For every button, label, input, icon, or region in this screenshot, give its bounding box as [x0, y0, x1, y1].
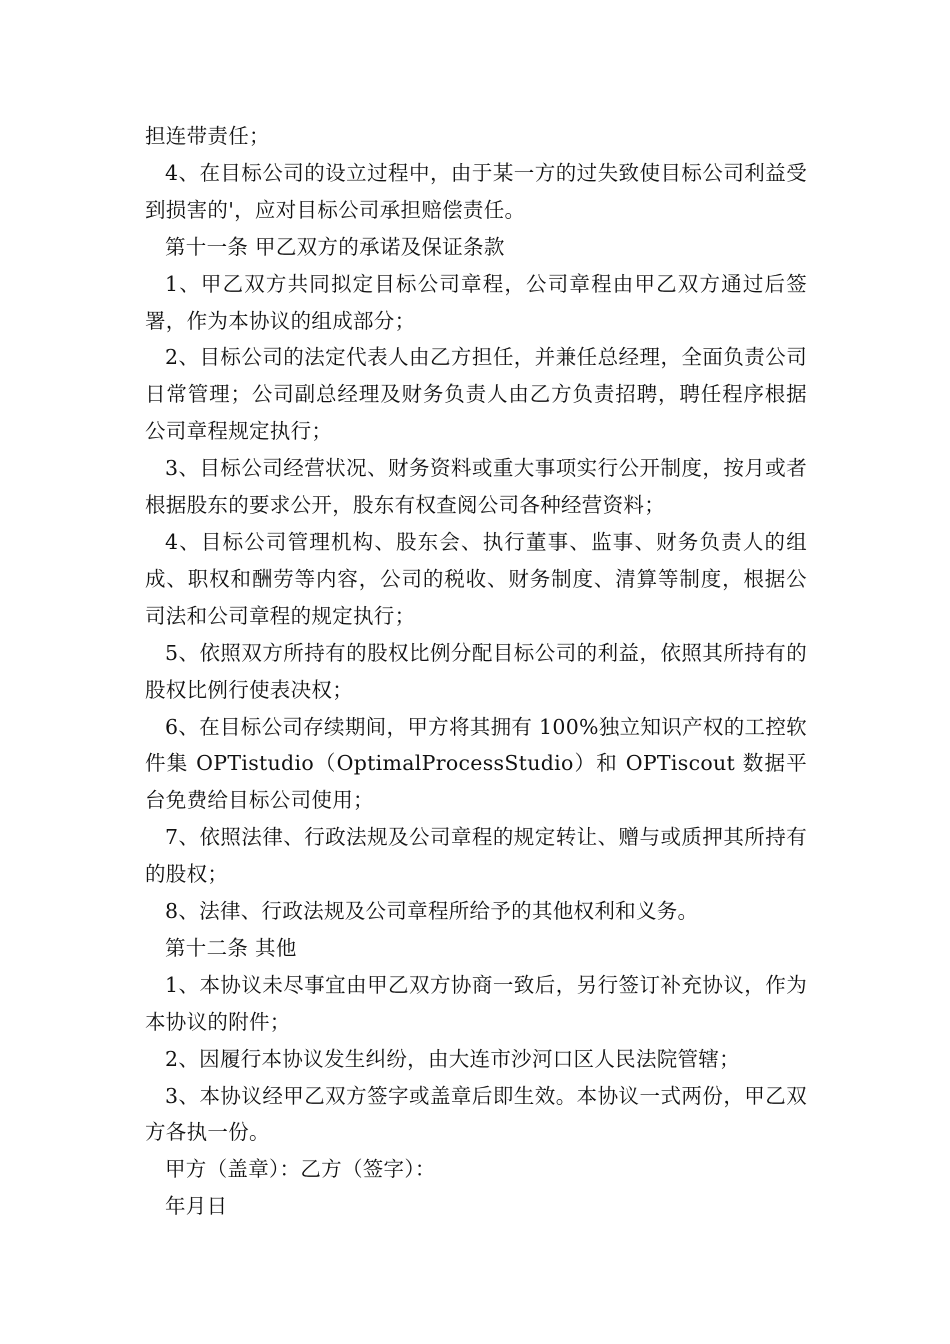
- date-line: 年月日: [165, 1194, 228, 1219]
- clause-item: 4、在目标公司的设立过程中，由于某一方的过失致使目标公司利益受到损害的'，应对目标公司承担赔偿责任。: [145, 160, 807, 222]
- clause-item: 4、目标公司管理机构、股东会、执行董事、监事、财务负责人的组成、职权和酬劳等内容，公司的税收、财务制度、清算等制度，根据公司法和公司章程的规定执行；: [145, 529, 807, 628]
- clause-item: 8、法律、行政法规及公司章程所给予的其他权利和义务。: [165, 899, 699, 924]
- clause-item: 1、本协议未尽事宜由甲乙双方协商一致后，另行签订补充协议，作为本协议的附件；: [145, 972, 807, 1034]
- article-heading: 第十一条 甲乙双方的承诺及保证条款: [165, 234, 505, 259]
- article-heading: 第十二条 其他: [165, 935, 297, 960]
- clause-item: 1、甲乙双方共同拟定目标公司章程，公司章程由甲乙双方通过后签署，作为本协议的组成部分；: [145, 271, 807, 333]
- clause-item: 3、目标公司经营状况、财务资料或重大事项实行公开制度，按月或者根据股东的要求公开，股东有权查阅公司各种经营资料；: [145, 456, 807, 518]
- clause-item: 2、目标公司的法定代表人由乙方担任，并兼任总经理，全面负责公司日常管理；公司副总经理及财务负责人由乙方负责招聘，聘任程序根据公司章程规定执行；: [145, 345, 807, 444]
- clause-item: 3、本协议经甲乙双方签字或盖章后即生效。本协议一式两份，甲乙双方各执一份。: [145, 1083, 807, 1145]
- signature-line: 甲方（盖章）：乙方（签字）：: [165, 1157, 436, 1182]
- paragraph-continuation: 担连带责任；: [145, 124, 270, 148]
- clause-item: 2、因履行本协议发生纠纷，由大连市沙河口区人民法院管辖；: [165, 1046, 740, 1071]
- clause-item: 5、依照双方所持有的股权比例分配目标公司的利益，依照其所持有的股权比例行使表决权；: [145, 640, 807, 702]
- clause-item: 7、依照法律、行政法规及公司章程的规定转让、赠与或质押其所持有的股权；: [145, 825, 807, 887]
- clause-item: 6、在目标公司存续期间，甲方将其拥有 100%独立知识产权的工控软件集 OPTistudio（OptimalProcessStudio）和 OPTiscout 数据平台免费给目标公司使用；: [145, 714, 807, 813]
- document-body: [145, 118, 807, 1225]
